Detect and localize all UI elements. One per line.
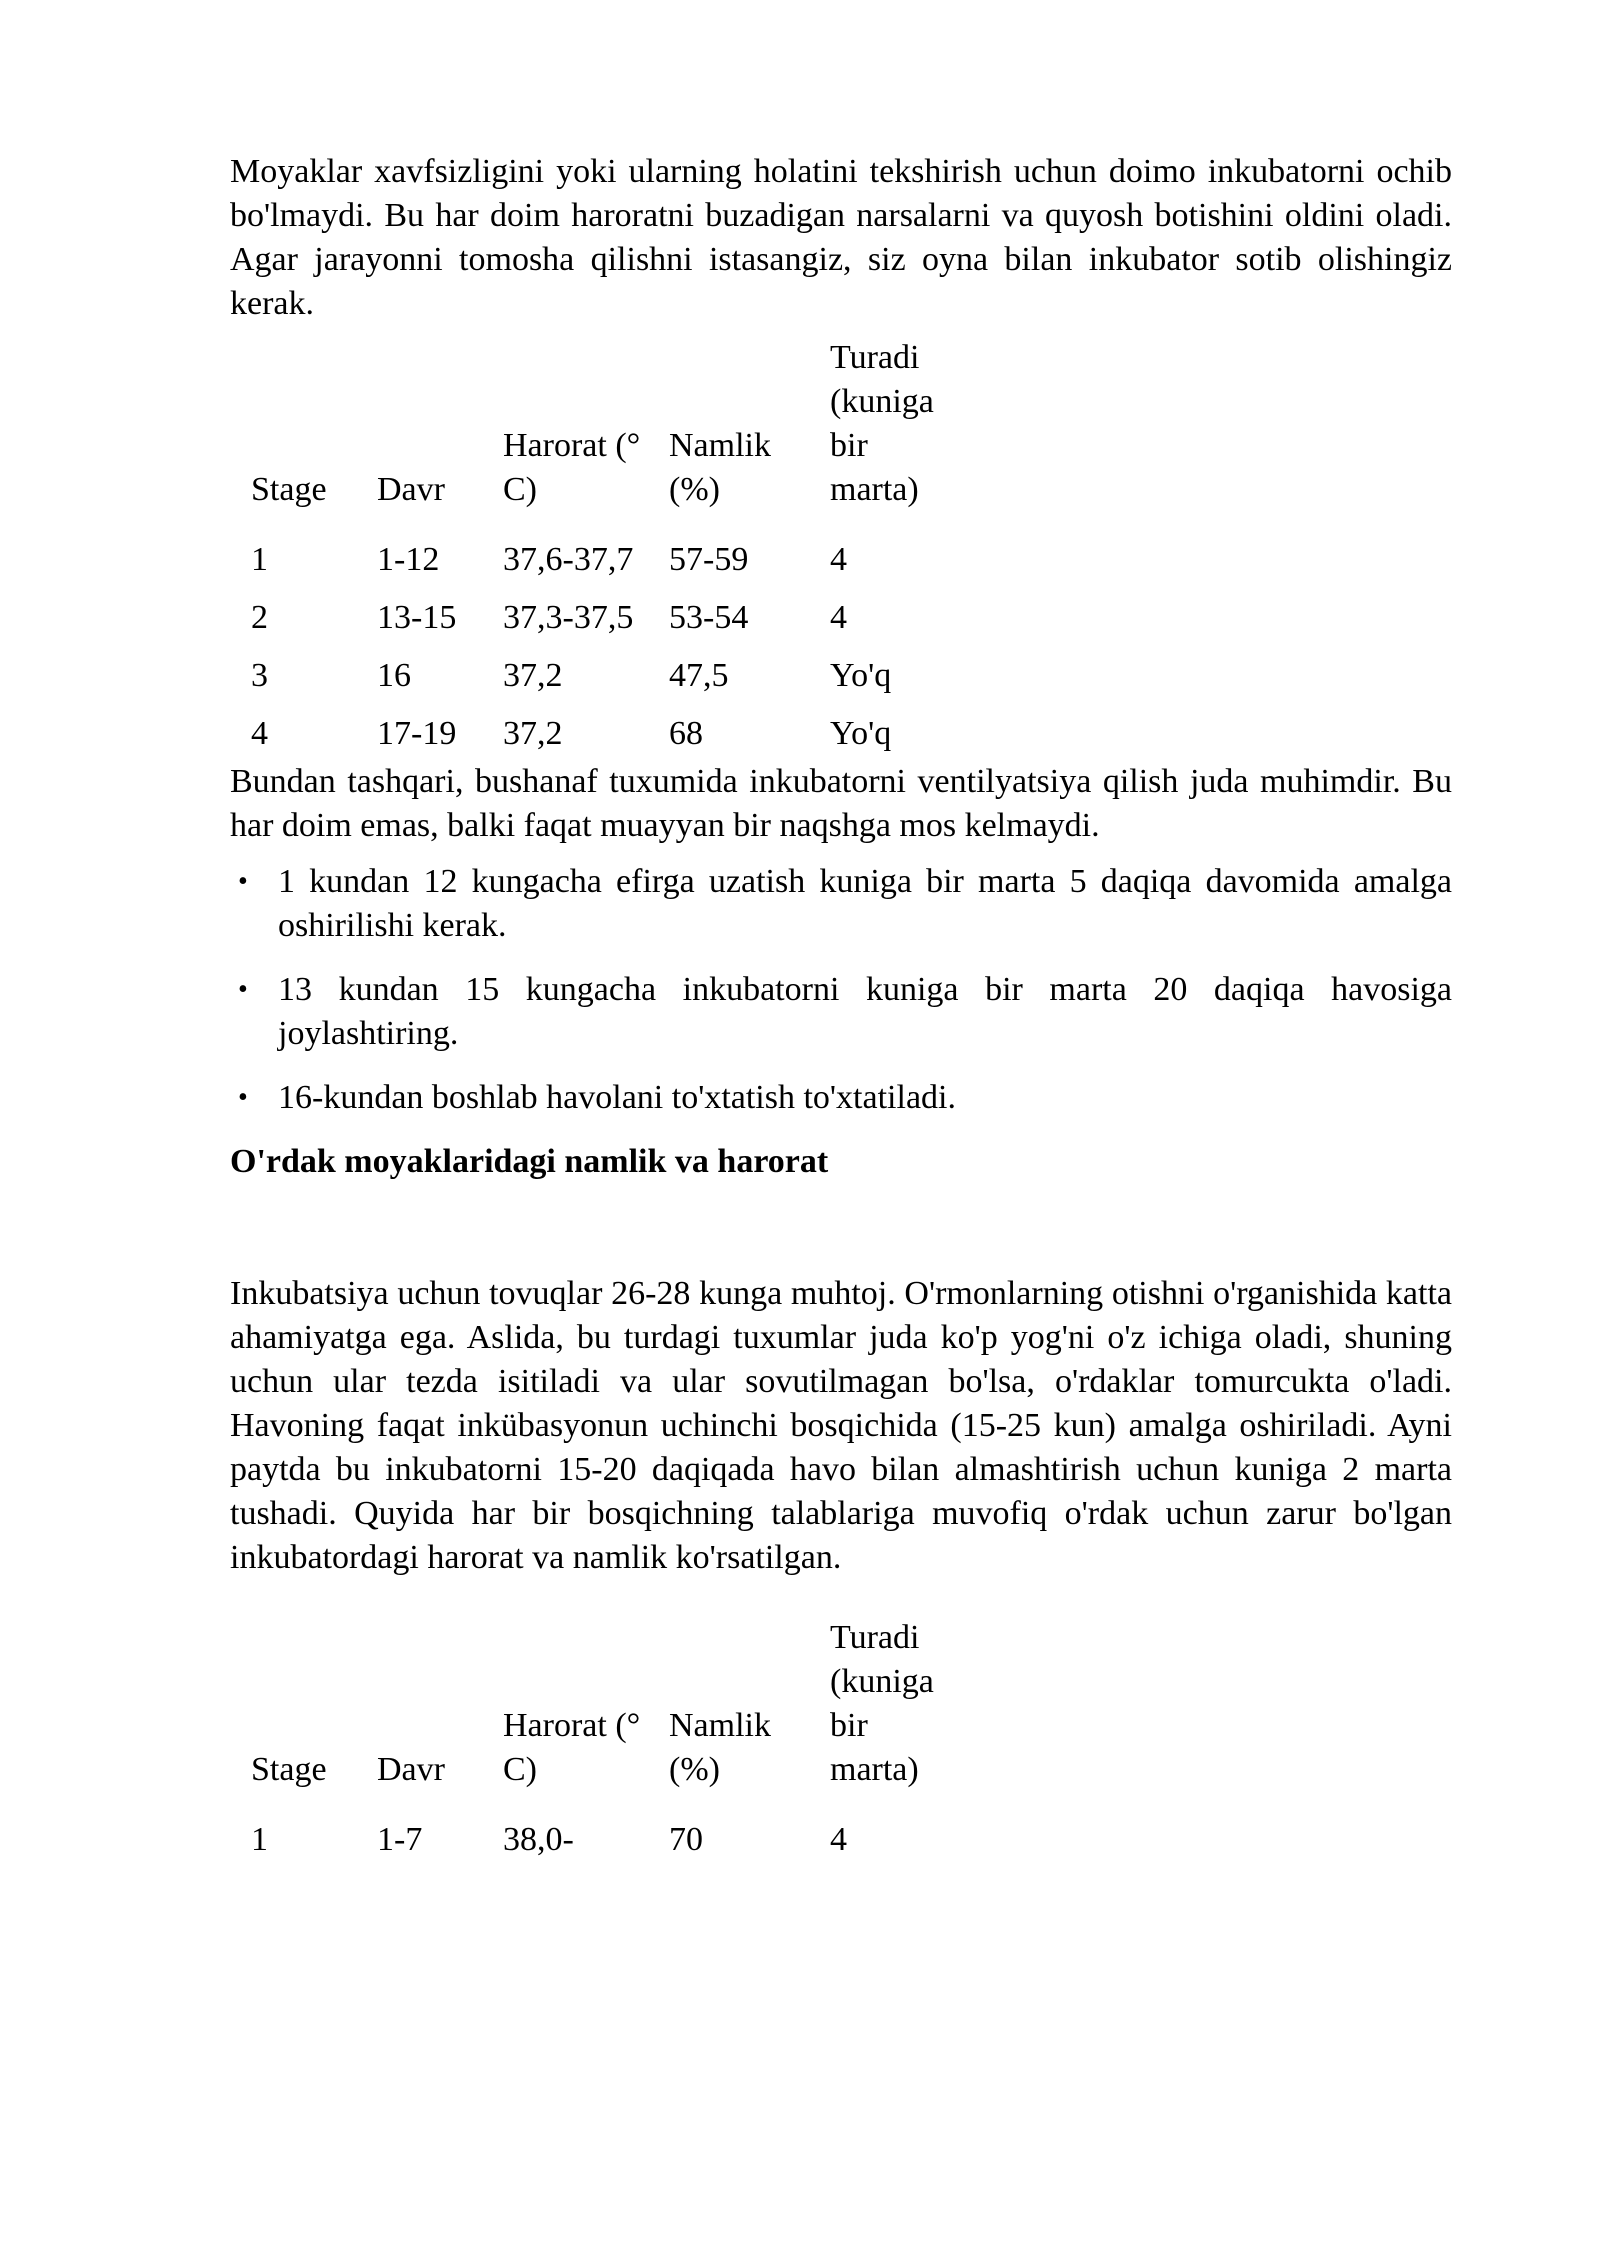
- table-row: [230, 1808, 940, 1866]
- cell-temperature: 37,3-37,5: [503, 599, 634, 636]
- cell-stage: 1: [251, 1821, 268, 1858]
- incubation-table-2: [230, 1606, 940, 1866]
- incubation-table-1: [230, 326, 940, 760]
- cell-humidity: 53-54: [669, 599, 749, 636]
- cell-temperature: 38,0-: [503, 1821, 574, 1858]
- list-item-text: 16-kundan boshlab havolani to'xtatish to'xtatiladi.: [278, 1079, 956, 1116]
- cell-period: 1-7: [377, 1821, 423, 1858]
- cell-humidity: 68: [669, 715, 703, 752]
- cell-airing: Yo'q: [830, 715, 892, 752]
- header-period: Davr: [377, 1751, 445, 1788]
- list-item: [238, 968, 1452, 1056]
- cell-airing: 4: [830, 541, 847, 578]
- intro-paragraph: Moyaklar xavfsizligini yoki ularning holatini tekshirish uchun doimo inkubatorni ochib bo'lmaydi. Bu har doim haroratni buzadigan narsalarni va quyosh botishini oldini oladi. Agar jarayonni tomosha qilishni istasangiz, siz oyna bilan inkubator sotib olishingiz kerak.: [230, 153, 1452, 322]
- cell-temperature: 37,2: [503, 657, 563, 694]
- cell-period: 1-12: [377, 541, 440, 578]
- table-header-row: [230, 1606, 940, 1808]
- header-temperature: Harorat (° C): [503, 427, 641, 508]
- cell-airing: Yo'q: [830, 657, 892, 694]
- cell-temperature: 37,6-37,7: [503, 541, 634, 578]
- table-row: [230, 644, 940, 702]
- header-stage: Stage: [251, 1751, 327, 1788]
- ventilation-list: [230, 860, 1452, 1120]
- list-item-text: 13 kundan 15 kungacha inkubatorni kuniga bir marta 20 daqiqa havosiga joylashtiring.: [278, 971, 1452, 1052]
- cell-stage: 1: [251, 541, 268, 578]
- header-humidity: Namlik (%): [669, 427, 771, 508]
- table-row: [230, 528, 940, 586]
- list-item: [238, 860, 1452, 948]
- cell-humidity: 47,5: [669, 657, 729, 694]
- section-heading-duck: O'rdak moyaklaridagi namlik va harorat: [230, 1143, 829, 1180]
- table-header-row: [230, 326, 940, 528]
- cell-humidity: 57-59: [669, 541, 749, 578]
- table-row: [230, 586, 940, 644]
- cell-stage: 2: [251, 599, 268, 636]
- header-airing: Turadi (kuniga bir marta): [830, 339, 934, 508]
- section-spacer: [230, 1184, 1452, 1272]
- cell-airing: 4: [830, 1821, 847, 1858]
- cell-stage: 4: [251, 715, 268, 752]
- cell-period: 13-15: [377, 599, 457, 636]
- cell-stage: 3: [251, 657, 268, 694]
- cell-temperature: 37,2: [503, 715, 563, 752]
- section-spacer: [230, 1580, 1452, 1606]
- header-airing: Turadi (kuniga bir marta): [830, 1619, 934, 1788]
- bullet-icon: •: [238, 974, 248, 1005]
- bullet-icon: •: [238, 1082, 248, 1113]
- table-row: [230, 702, 940, 760]
- list-item-text: 1 kundan 12 kungacha efirga uzatish kuniga bir marta 5 daqiqa davomida amalga oshirilishi kerak.: [278, 863, 1452, 944]
- ventilation-paragraph: Bundan tashqari, bushanaf tuxumida inkubatorni ventilyatsiya qilish juda muhimdir. Bu har doim emas, balki faqat muayyan bir naqshga mos kelmaydi.: [230, 763, 1452, 844]
- header-temperature: Harorat (° C): [503, 1707, 641, 1788]
- header-humidity: Namlik (%): [669, 1707, 771, 1788]
- duck-paragraph: Inkubatsiya uchun tovuqlar 26-28 kunga muhtoj. O'rmonlarning otishni o'rganishida katta ahamiyatga ega. Aslida, bu turdagi tuxumlar juda ko'p yog'ni o'z ichiga oladi, shuning uchun ular tezda isitiladi va ular sovutilmagan bo'lsa, o'rdaklar tomurcukta o'ladi. Havoning faqat inkübasyonun uchinchi bosqichida (15-25 kun) amalga oshiriladi. Ayni paytda bu inkubatorni 15-20 daqiqada havo bilan almashtirish uchun kuniga 2 marta tushadi. Quyida har bir bosqichning talablariga muvofiq o'rdak uchun zarur bo'lgan inkubatordagi harorat va namlik ko'rsatilgan.: [230, 1275, 1452, 1576]
- cell-period: 17-19: [377, 715, 457, 752]
- document-page: [230, 150, 1452, 1866]
- header-period: Davr: [377, 471, 445, 508]
- bullet-icon: •: [238, 866, 248, 897]
- list-item: [238, 1076, 1452, 1120]
- cell-period: 16: [377, 657, 411, 694]
- header-stage: Stage: [251, 471, 327, 508]
- cell-airing: 4: [830, 599, 847, 636]
- cell-humidity: 70: [669, 1821, 703, 1858]
